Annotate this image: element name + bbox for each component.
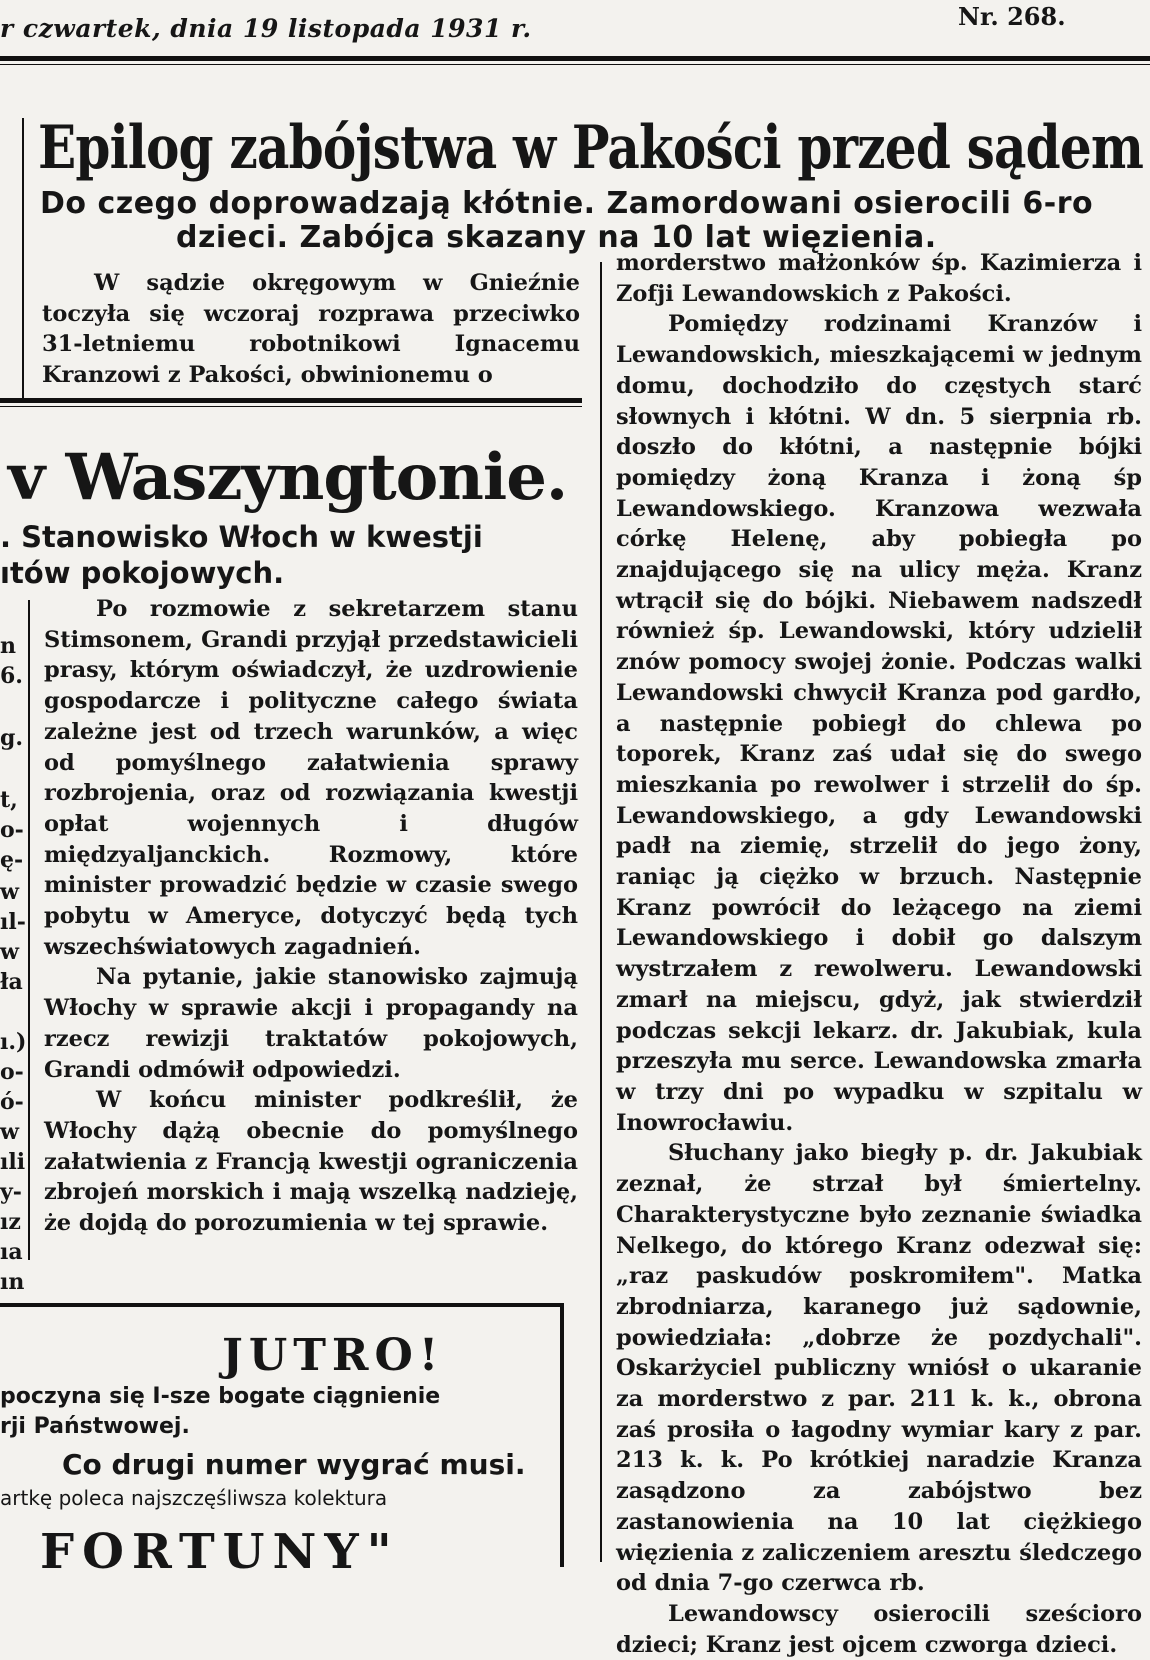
edge-fragment: ıl- [0, 909, 26, 935]
article1-paragraph: Lewandowscy osierocili sześcioro dzieci; Kranz jest ojcem czworga dzieci. [616, 1600, 1142, 1658]
edge-fragment: ın [0, 1269, 25, 1295]
edge-fragment: n [0, 633, 16, 659]
article-rule [0, 398, 582, 403]
edge-fragment: g. [0, 725, 24, 751]
subheading2-line-2: ıtów pokojowych. [0, 556, 285, 590]
article1-paragraph: W sądzie okręgowym w Gnieźnie toczyła się wczoraj rozprawa przeciwko 31-letniemu robotnikowi Ignacemu Kranzowi z Pakości, obwinionemu o [42, 270, 580, 389]
issue-number: Nr. 268. [958, 2, 1066, 31]
masthead-rule [0, 56, 1150, 61]
headline-epilog: Epilog zabójstwa w Pakości przed sądem [38, 113, 1144, 183]
subheading-line-1: Do czego doprowadzają kłótnie. Zamordowani osierocili 6-ro [40, 186, 1094, 221]
edge-fragment: w [0, 1119, 19, 1145]
edge-fragment: t, [0, 787, 18, 813]
ad-line-1: poczyna się I-sze bogate ciągnienie [0, 1384, 441, 1409]
masthead-rule-thin [0, 64, 1150, 65]
ad-title: JUTRO! [222, 1330, 445, 1381]
article2-paragraph: Po rozmowie z sekretarzem stanu Stimsonem, Grandi przyjął przedstawicieli prasy, którym oświadczył, że uzdrowienie gospodarcze i polityczne całego świata zależne jest od trzech warunków, a więc od pomyślnego załatwienia sprawy rozbrojenia, oraz od rozwiązania kwestji opłat wojennych i długów międzyaljanckich. Rozmowy, które minister prowadzić będzie w czasie swego pobytu w Ameryce, dotyczyć będą tych wszechświatowych zagadnień. [44, 596, 578, 960]
ad-line-2: rji Państwowej. [0, 1414, 190, 1439]
ad-line-5: FORTUNY" [40, 1524, 400, 1580]
article2-paragraph: W końcu minister podkreślił, że Włochy dążą obecnie do pomyślnego załatwienia z Francją kwestji ograniczenia zbrojeń morskich i mają wszelką nadzieję, że dojdą do porozumienia w tej sprawie. [44, 1087, 578, 1237]
article1-right-column [616, 248, 1142, 1660]
ad-line-3: Co drugi numer wygrać musi. [62, 1448, 526, 1481]
edge-fragment: ę- [0, 847, 24, 873]
edge-fragment: ı.) [0, 1029, 27, 1055]
headline-waszyngton: v Waszyngtonie. [8, 440, 568, 515]
article-rule-thin [0, 406, 582, 407]
article2-paragraph: Na pytanie, jakie stanowisko zajmują Włochy w sprawie akcji i propagandy na rzecz rewizji traktatów pokojowych, Grandi odmówił odpowiedzi. [44, 964, 578, 1083]
article-divider-vertical [22, 118, 24, 398]
article1-paragraph: morderstwo małżonków śp. Kazimierza i Zofji Lewandowskich z Pakości. [616, 250, 1142, 307]
article1-paragraph: Słuchany jako biegły p. dr. Jakubiak zeznał, że strzał był śmiertelny. Charakterystyczne było zeznanie świadka Nelkego, do którego Kranz odezwał się: „raz paskudów poskromiłem". Matka zbrodniarza, karanego już sądownie, powiedziała: „dobrze że pozdychali". Oskarżyciel publiczny wniósł o ukaranie za morderstwo z par. 211 k. k., obrona zaś prosiła o łagodny wymiar kary z par. 213 k. k. Po krótkiej naradzie Kranza zasądzono za zabójstwo bez zastanowienia na 10 lat ciężkiego więzienia z zaliczeniem aresztu śledczego od dnia 7-go czerwca rb. [616, 1140, 1142, 1597]
dateline: r czwartek, dnia 19 listopada 1931 r. [0, 14, 532, 43]
subheading2-line-1: . Stanowisko Włoch w kwestji [0, 520, 483, 554]
ad-line-4: artkę poleca najszczęśliwsza kolektura [0, 1486, 388, 1510]
article2-column [44, 594, 578, 1239]
article1-left-column [42, 268, 580, 391]
edge-fragment: ıli [0, 1149, 26, 1175]
edge-fragment: ó- [0, 1089, 24, 1115]
edge-fragment: ıa [0, 1239, 23, 1265]
column-divider [600, 262, 602, 1562]
edge-fragment: o- [0, 1059, 24, 1085]
edge-fragment: ła [0, 969, 23, 995]
subheading-line-2: dzieci. Zabójca skazany na 10 lat więzienia. [176, 220, 937, 255]
article1-paragraph: Pomiędzy rodzinami Kranzów i Lewandowskich, mieszkającemi w jednym domu, dochodziło do częstych starć słownych i kłótni. W dn. 5 sierpnia rb. doszło do kłótni, a następnie bójki pomiędzy żoną Kranza i żoną śp Lewandowskiego. Kranzowa wezwała córkę Helenę, aby pobiegła po znajdującego się na ulicy męża. Kranz wtrącił się do bójki. Niebawem nadszedł również śp. Lewandowski, który udzielił znów pomocy swojej żonie. Podczas walki Lewandowski chwycił Kranza pod gardło, a następnie pobiegł do chlewa po toporek, Kranz zaś udał się do swego mieszkania po rewolwer i strzelił do śp. Lewandowskiego, a gdy Lewandowski padł na ziemię, strzelił do jego żony, raniąc ją ciężko w brzuch. Następnie Kranz powrócił do leżącego na ziemi Lewandowskiego i dobił go dalszym wystrzałem z rewolweru. Lewandowski zmarł na miejscu, gdyż, jak stwierdził podczas sekcji lekarz. dr. Jakubiak, kula przeszyła mu serce. Lewandowska zmarła w trzy dni po wypadku w szpitalu w Inowrocławiu. [616, 311, 1142, 1136]
edge-fragment: w [0, 939, 19, 965]
edge-fragment: w [0, 879, 19, 905]
edge-fragment: 6. [0, 663, 23, 689]
left-edge-rule [28, 600, 30, 1260]
edge-fragment: o- [0, 817, 24, 843]
edge-fragment: ız [0, 1209, 21, 1235]
edge-fragment: y- [0, 1179, 22, 1205]
